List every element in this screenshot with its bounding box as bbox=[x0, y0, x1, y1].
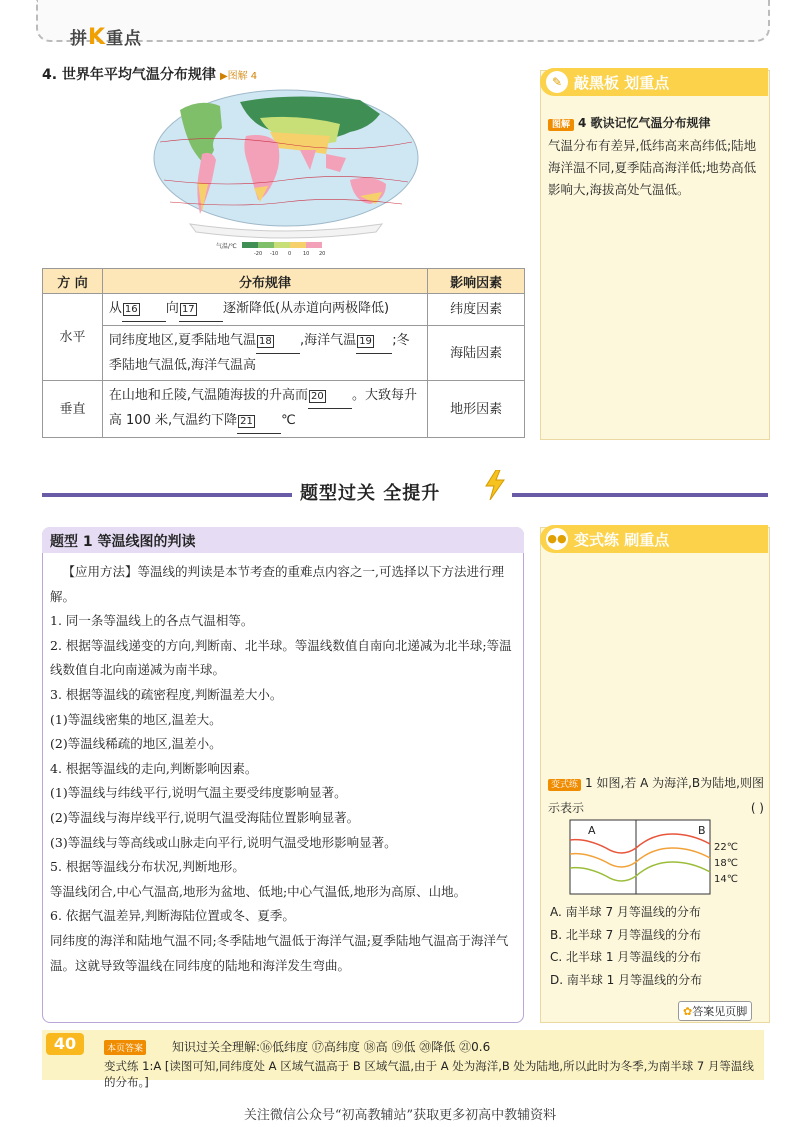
direction-cell: 水平 bbox=[43, 294, 103, 381]
factor-cell: 纬度因素 bbox=[428, 294, 525, 326]
isotherm-figure bbox=[566, 818, 746, 896]
method-line: 【应用方法】等温线的判读是本节考查的重难点内容之一,可选择以下方法进行理解。 bbox=[50, 564, 504, 604]
legend-tick: 20 bbox=[319, 251, 326, 256]
method-line: 3. 根据等温线的疏密程度,判断温差大小。 bbox=[50, 686, 283, 702]
label-b: B bbox=[698, 824, 706, 837]
method-line: (3)等温线与等高线或山脉走向平行,说明气温受地形影响显著。 bbox=[50, 834, 397, 850]
map-legend-title: 气温/℃ bbox=[216, 243, 237, 250]
method-line: (1)等温线密集的地区,温差大。 bbox=[50, 711, 222, 727]
factor-cell: 地形因素 bbox=[428, 381, 525, 438]
variant-question: 变式练 1 如图,若 A 为海洋,B为陆地,则图示表示 ( ) bbox=[548, 772, 764, 820]
top-header-band bbox=[36, 0, 770, 42]
practice-icon: ●● bbox=[546, 528, 568, 550]
header-logo: 拼K重点 bbox=[70, 25, 143, 50]
method-line: 1. 同一条等温线上的各点气温相等。 bbox=[50, 613, 254, 629]
method-box-title: 题型 1 等温线图的判读 bbox=[50, 534, 196, 550]
key-points-text: 气温分布有差异,低纬高来高纬低;陆地海洋温不同,夏季陆高海洋低;地势高低影响大,海拔高处气温低。 bbox=[548, 138, 757, 197]
banner-line-right bbox=[512, 493, 768, 497]
option-a[interactable]: A. 南半球 7 月等温线的分布 bbox=[550, 905, 701, 919]
method-line: (2)等温线稀疏的地区,温差小。 bbox=[50, 736, 222, 752]
col-header-direction: 方 向 bbox=[43, 269, 103, 294]
method-line: 5. 根据等温线分布状况,判断地形。 bbox=[50, 859, 245, 875]
banner-line-left bbox=[42, 493, 292, 497]
footer-answers-line: 知识过关全理解:⑯低纬度 ⑰高纬度 ⑱高 ⑲低 ⑳降低 ㉑0.6 bbox=[172, 1040, 491, 1054]
legend-tick: -20 bbox=[254, 251, 263, 256]
table-row bbox=[43, 326, 525, 381]
world-temperature-map bbox=[150, 88, 422, 256]
isotherm-label: 22℃ bbox=[714, 842, 738, 853]
bottom-note: 关注微信公众号“初高教辅站”获取更多初高中教辅资料 bbox=[243, 1108, 557, 1123]
key-points-label: 图解 4 歌诀记忆气温分布规律 bbox=[548, 114, 711, 131]
legend-tick: -10 bbox=[270, 251, 279, 256]
section-title: 4. 世界年平均气温分布规律 ▶图解 4 bbox=[42, 67, 258, 83]
banner-title: 题型过关 全提升 bbox=[300, 483, 441, 504]
isotherm-label: 14℃ bbox=[714, 874, 738, 885]
legend-tick: 0 bbox=[288, 251, 292, 256]
method-line: 等温线闭合,中心气温高,地形为盆地、低地;中心气温低,地形为高原、山地。 bbox=[50, 883, 467, 899]
rule-cell: 同纬度地区,夏季陆地气温 18 ,海洋气温 19 ;冬季陆地气温低,海洋气温高 bbox=[102, 326, 427, 381]
variant-practice-header: ●● 变式练 刷重点 bbox=[540, 525, 768, 553]
table-row bbox=[43, 294, 525, 326]
footer-explanation: 变式练 1:A [读图可知,同纬度处 A 区域气温高于 B 区域气温,由于 A 处为海洋,B 处为陆地,所以此时为冬季,为南半球 7 月等温线的分布。] bbox=[104, 1059, 754, 1089]
chalkboard-icon: ✎ bbox=[546, 71, 568, 93]
method-line: 2. 根据等温线递变的方向,判断南、北半球。等温线数值自南向北递减为北半球;等温线数值自北向南递减为南半球。 bbox=[50, 637, 512, 678]
bulb-icon: ✿ bbox=[683, 1005, 693, 1018]
rule-cell: 在山地和丘陵,气温随海拔的升高而 20 。大致每升高 100 米,气温约下降 21 ℃ bbox=[102, 381, 427, 438]
option-d[interactable]: D. 南半球 1 月等温线的分布 bbox=[550, 972, 703, 987]
method-line: 4. 根据等温线的走向,判断影响因素。 bbox=[50, 760, 258, 776]
col-header-factor: 影响因素 bbox=[428, 269, 525, 294]
method-line: 6. 依据气温差异,判断海陆位置或冬、夏季。 bbox=[50, 908, 295, 924]
col-header-rule: 分布规律 bbox=[102, 269, 427, 294]
footer-badge: 本页答案 bbox=[104, 1040, 146, 1055]
method-line: (1)等温线与纬线平行,说明气温主要受纬度影响显著。 bbox=[50, 785, 347, 801]
lightning-icon bbox=[484, 470, 506, 504]
key-points-header: ✎ 敲黑板 划重点 bbox=[540, 68, 768, 96]
rule-cell: 从 16 向 17 逐渐降低(从赤道向两极降低) bbox=[102, 294, 427, 326]
isotherm-label: 18℃ bbox=[714, 858, 738, 869]
section-tag: ▶图解 4 bbox=[219, 71, 258, 82]
table-row bbox=[43, 381, 525, 438]
factor-cell: 海陆因素 bbox=[428, 326, 525, 381]
legend-tick: 10 bbox=[303, 251, 310, 256]
method-line: (2)等温线与海岸线平行,说明气温受海陆位置影响显著。 bbox=[50, 809, 360, 825]
label-a: A bbox=[588, 824, 596, 837]
option-c[interactable]: C. 北半球 1 月等温线的分布 bbox=[550, 950, 702, 964]
method-body bbox=[50, 560, 522, 978]
answer-link[interactable]: ✿答案见页脚 bbox=[678, 1001, 752, 1021]
answer-options bbox=[550, 901, 702, 991]
distribution-rules-table bbox=[42, 268, 525, 438]
direction-cell: 垂直 bbox=[43, 381, 103, 438]
answer-paren: ( ) bbox=[750, 801, 764, 815]
method-line: 同纬度的海洋和陆地气温不同;冬季陆地气温低于海洋气温;夏季陆地气温高于海洋气温。这就导致等温线在同纬度的陆地和海洋发生弯曲。 bbox=[50, 932, 509, 973]
option-b[interactable]: B. 北半球 7 月等温线的分布 bbox=[550, 927, 702, 942]
page-number: 40 bbox=[46, 1033, 84, 1055]
